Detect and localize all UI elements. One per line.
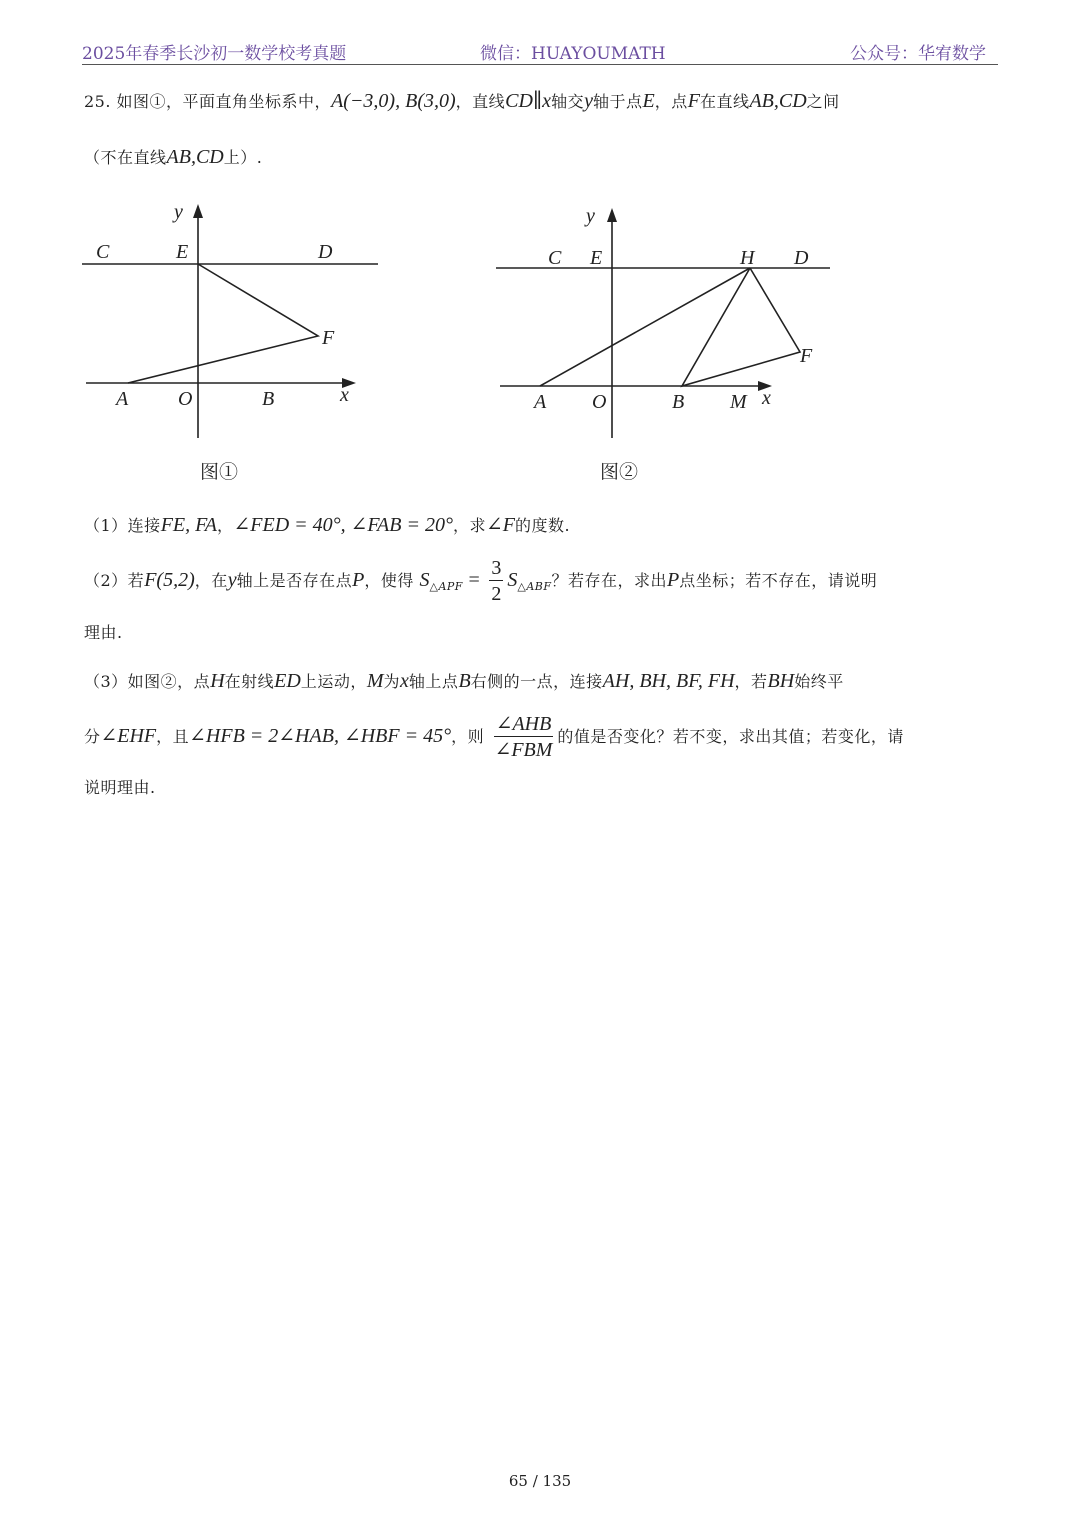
part-2-label: （2）若 xyxy=(84,571,145,590)
problem-text: 的值是否变化？若不变，求出其值；若变化，请 xyxy=(557,727,904,746)
page-number: 65 / 135 xyxy=(508,1472,572,1490)
figure-2-caption: 图② xyxy=(600,461,639,483)
fraction-numerator: ∠AHB xyxy=(495,713,552,735)
label-o: O xyxy=(178,388,193,410)
math-area-subscript: △APF xyxy=(429,580,463,594)
part-3-line3: 说明理由. xyxy=(84,778,156,797)
label-d: D xyxy=(794,247,809,269)
header-wechat: 微信：HUAYOUMATH xyxy=(480,44,666,64)
label-b: B xyxy=(262,388,275,410)
math-h: H xyxy=(210,670,225,692)
problem-text: ？若存在，求出 xyxy=(551,571,668,590)
math-equals: = xyxy=(468,569,480,591)
math-b: B xyxy=(458,670,471,692)
problem-text: ，使得 xyxy=(364,571,414,590)
label-a: A xyxy=(534,391,547,413)
math-angles: ∠FED = 40°, ∠FAB = 20° xyxy=(233,514,453,536)
label-b: B xyxy=(672,391,685,413)
math-angle-f: ∠F xyxy=(485,514,515,536)
problem-text: ，且 xyxy=(156,727,190,746)
problem-intro-line2 xyxy=(84,145,262,169)
math-y: y xyxy=(584,90,593,112)
problem-text: 上运动， xyxy=(300,672,367,691)
page-header xyxy=(82,34,998,65)
math-points: A(−3,0), B(3,0) xyxy=(331,90,456,112)
math-m: M xyxy=(366,670,384,692)
math-p: P xyxy=(352,569,365,591)
label-y: y xyxy=(586,205,595,227)
part-2-line2: 理由. xyxy=(84,623,123,642)
problem-text: 轴上点 xyxy=(408,672,459,691)
problem-text: ，若 xyxy=(734,672,768,691)
problem-text: 点坐标；若不存在，请说明 xyxy=(679,571,878,590)
label-e: E xyxy=(590,247,603,269)
label-c: C xyxy=(548,247,562,269)
math-area-s: S xyxy=(419,569,430,591)
problem-text: 的度数. xyxy=(514,516,571,535)
math-bh: BH xyxy=(767,670,795,692)
math-ab-cd: AB,CD xyxy=(749,90,807,112)
math-area-subscript: △ABF xyxy=(517,580,552,594)
label-h: H xyxy=(740,247,755,269)
label-o: O xyxy=(592,391,607,413)
problem-text: 为 xyxy=(383,672,401,691)
part-3-label: （3）如图②，点 xyxy=(84,672,211,691)
problem-text: ， xyxy=(216,516,234,535)
fraction-three-halves xyxy=(489,556,503,607)
problem-text: 在射线 xyxy=(224,672,275,691)
math-angle-ehf: ∠EHF xyxy=(100,725,157,747)
figure-1-caption: 图① xyxy=(200,461,239,483)
math-segments: AH, BH, BF, FH xyxy=(602,670,735,692)
fraction-denominator: ∠FBM xyxy=(494,739,553,761)
problem-text: 轴交 xyxy=(551,92,585,111)
problem-text: 之间 xyxy=(806,92,840,111)
problem-text: 上）. xyxy=(223,148,263,167)
problem-text: 如图①，平面直角坐标系中， xyxy=(116,92,332,111)
math-f: F xyxy=(687,90,700,112)
part-3-line2 xyxy=(84,712,904,763)
part-1 xyxy=(84,512,570,537)
problem-text: 始终平 xyxy=(794,672,844,691)
segment-ah xyxy=(540,268,750,386)
math-cd-parallel: CD∥x xyxy=(505,90,552,112)
math-angle-conditions: ∠HFB = 2∠HAB, ∠HBF = 45° xyxy=(189,725,452,747)
math-area-s: S xyxy=(507,569,518,591)
header-account: 公众号：华宥数学 xyxy=(850,44,986,64)
problem-text: ，直线 xyxy=(455,92,506,111)
figure-1 xyxy=(78,198,378,443)
math-p: P xyxy=(667,569,680,591)
header-title: 2025年春季长沙初一数学校考真题 xyxy=(82,44,347,64)
arrow-icon xyxy=(607,208,617,222)
label-f: F xyxy=(800,345,813,367)
problem-text: ，在 xyxy=(194,571,228,590)
problem-text: 轴于点 xyxy=(592,92,643,111)
label-x: x xyxy=(340,384,349,406)
problem-text: 在直线 xyxy=(699,92,750,111)
problem-text: 分 xyxy=(84,727,101,746)
problem-number: 25. xyxy=(84,92,111,111)
problem-intro-line1 xyxy=(84,88,840,113)
math-ed: ED xyxy=(274,670,301,692)
math-e: E xyxy=(642,90,655,112)
label-m: M xyxy=(730,391,747,413)
label-f: F xyxy=(322,327,335,349)
label-x: x xyxy=(762,387,771,409)
problem-text: 右侧的一点，连接 xyxy=(470,672,603,691)
label-e: E xyxy=(176,241,189,263)
segments-ef-fa xyxy=(128,264,318,383)
problem-text: ，点 xyxy=(654,92,688,111)
label-y: y xyxy=(174,201,183,223)
math-f-coords: F(5,2) xyxy=(144,569,195,591)
triangle-bhf xyxy=(682,268,800,386)
part-3-line1 xyxy=(84,669,844,693)
problem-text: （不在直线 xyxy=(84,148,167,167)
label-d: D xyxy=(318,241,333,263)
math-x: x xyxy=(400,670,409,692)
figure-2 xyxy=(494,204,834,440)
math-ab-cd: AB,CD xyxy=(166,146,224,168)
fraction-angle-ratio xyxy=(494,712,554,763)
problem-text: 轴上是否存在点 xyxy=(236,571,353,590)
problem-text: ，则 xyxy=(451,727,485,746)
fraction-denominator: 2 xyxy=(491,583,502,605)
part-1-label: （1）连接 xyxy=(84,516,161,535)
math-fe-fa: FE, FA xyxy=(160,514,217,536)
label-c: C xyxy=(96,241,110,263)
math-y: y xyxy=(227,569,237,591)
problem-text: ，求 xyxy=(452,516,486,535)
label-a: A xyxy=(116,388,129,410)
fraction-numerator: 3 xyxy=(491,557,502,579)
arrow-icon xyxy=(193,204,203,218)
part-2-line1 xyxy=(84,556,877,607)
